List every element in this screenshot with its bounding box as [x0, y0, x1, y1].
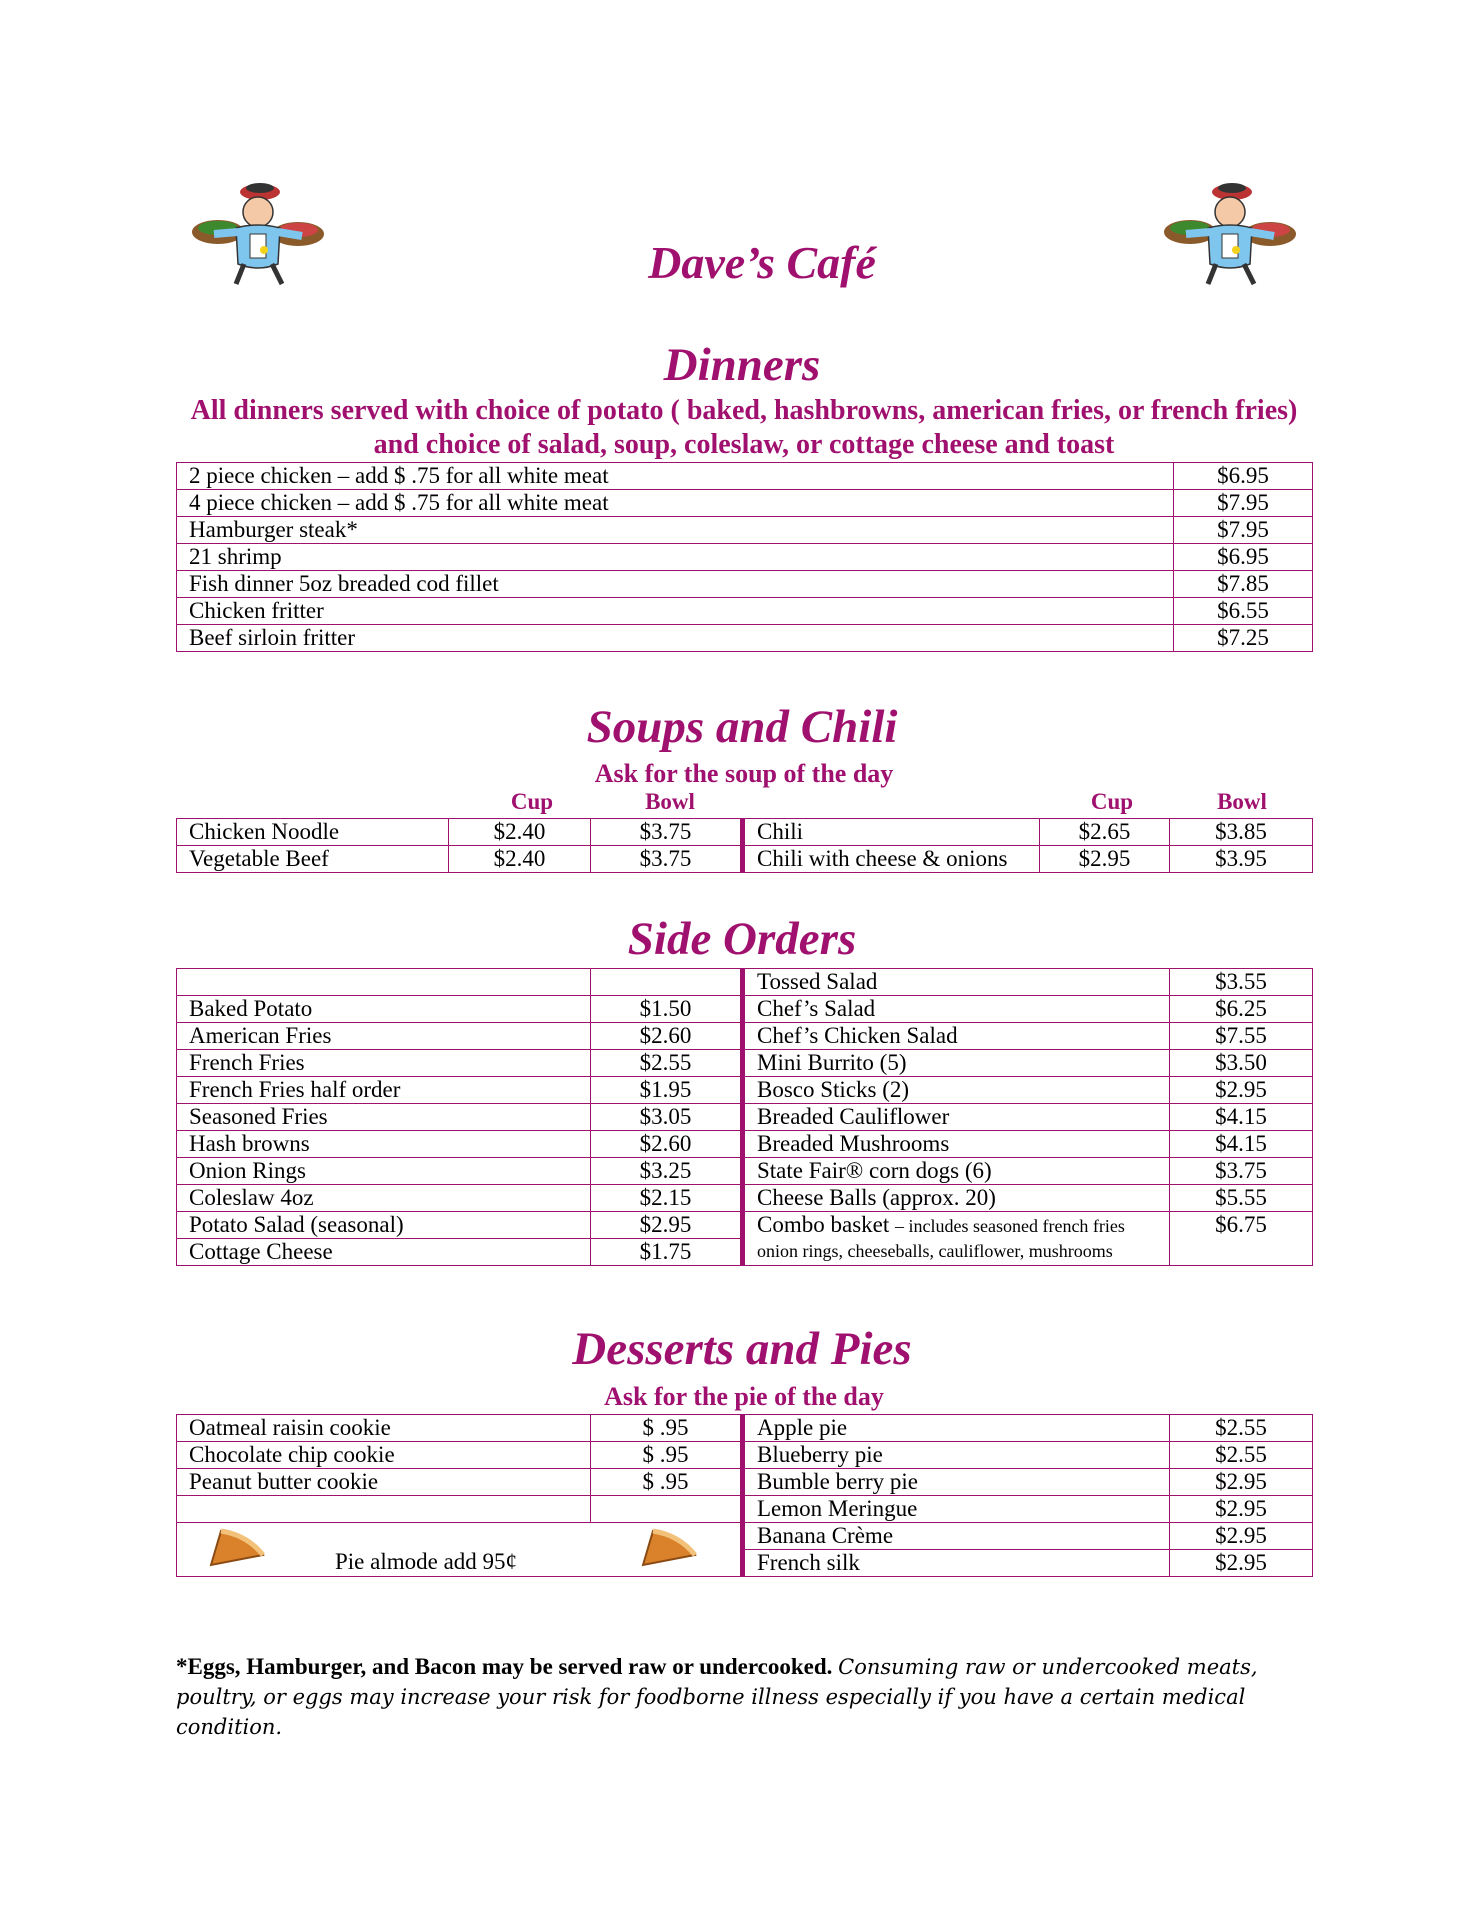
pie-price: $2.95	[1170, 1469, 1313, 1496]
table-row	[177, 1415, 1313, 1442]
side-price: $2.95	[1170, 1077, 1313, 1104]
combo-name: Combo basket	[757, 1212, 890, 1237]
side-name: Breaded Mushrooms	[743, 1131, 1170, 1158]
soup-name: Chili	[743, 819, 1040, 846]
table-row	[177, 598, 1313, 625]
side-name: French Fries half order	[177, 1077, 591, 1104]
side-price: $1.75	[591, 1239, 743, 1266]
side-name: Seasoned Fries	[177, 1104, 591, 1131]
cup-price: $2.65	[1040, 819, 1170, 846]
table-row	[177, 517, 1313, 544]
pie-price: $2.95	[1170, 1496, 1313, 1523]
pie-name: Apple pie	[743, 1415, 1170, 1442]
side-name: Onion Rings	[177, 1158, 591, 1185]
side-price: $2.55	[591, 1050, 743, 1077]
side-price: $6.25	[1170, 996, 1313, 1023]
desserts-table	[176, 1414, 1313, 1577]
bowl-price: $3.85	[1170, 819, 1313, 846]
table-row	[177, 1185, 1313, 1212]
soup-name: Vegetable Beef	[177, 846, 449, 873]
item-price: $7.95	[1174, 517, 1313, 544]
bowl-header-right: Bowl	[1217, 789, 1267, 814]
dessert-name: Oatmeal raisin cookie	[177, 1415, 591, 1442]
side-price: $2.60	[591, 1023, 743, 1050]
restaurant-name: Dave’s Café	[648, 237, 876, 288]
item-price: $7.95	[1174, 490, 1313, 517]
table-row	[177, 996, 1313, 1023]
table-row	[177, 819, 1313, 846]
side-price: $2.95	[591, 1212, 743, 1239]
side-name: French Fries	[177, 1050, 591, 1077]
table-row	[177, 1523, 1313, 1550]
cup-header-left: Cup	[510, 789, 554, 814]
pie-name: Banana Crème	[743, 1523, 1170, 1550]
item-price: $6.95	[1174, 463, 1313, 490]
table-row	[177, 1077, 1313, 1104]
notice-italic: Consuming raw or undercooked meats, poultry, or eggs may increase your risk for foodborne illness especially if you have a certain medical condition.	[176, 1655, 1258, 1739]
pie-price: $2.55	[1170, 1415, 1313, 1442]
pie-slice-icon	[207, 1525, 267, 1573]
combo-basket-cell	[743, 1212, 1170, 1266]
cup-price: $2.40	[449, 846, 591, 873]
table-row	[177, 1131, 1313, 1158]
bowl-header-left: Bowl	[645, 789, 695, 814]
notice-bold: *Eggs, Hamburger, and Bacon may be served raw or undercooked.	[176, 1654, 833, 1679]
pie-name: Lemon Meringue	[743, 1496, 1170, 1523]
side-name: Cheese Balls (approx. 20)	[743, 1185, 1170, 1212]
combo-desc-line1: – includes seasoned french fries	[895, 1216, 1125, 1236]
table-row	[177, 969, 1313, 996]
side-name: Cottage Cheese	[177, 1239, 591, 1266]
side-name: Chef’s Chicken Salad	[743, 1023, 1170, 1050]
pie-ala-mode-cell	[177, 1523, 743, 1577]
combo-price: $6.75	[1170, 1212, 1313, 1266]
cup-price: $2.40	[449, 819, 591, 846]
side-price: $1.50	[591, 996, 743, 1023]
food-safety-notice	[176, 1652, 1316, 1742]
pie-price: $2.95	[1170, 1523, 1313, 1550]
combo-desc-line2: onion rings, cheeseballs, cauliflower, mushrooms	[757, 1241, 1113, 1261]
table-row	[177, 1442, 1313, 1469]
item-name: Fish dinner 5oz breaded cod fillet	[177, 571, 1174, 598]
side-name: Tossed Salad	[743, 969, 1170, 996]
dinners-table	[176, 462, 1313, 652]
table-row	[177, 1050, 1313, 1077]
dinners-subtitle: All dinners served with choice of potato ( baked, hashbrowns, american fries, or french fries) and choice of salad, soup, coleslaw, or cottage cheese and toast	[190, 395, 1298, 460]
item-name: Chicken fritter	[177, 598, 1174, 625]
table-row	[177, 544, 1313, 571]
table-row	[177, 1469, 1313, 1496]
side-price: $2.15	[591, 1185, 743, 1212]
table-row	[177, 463, 1313, 490]
table-row	[177, 1496, 1313, 1523]
side-name: Chef’s Salad	[743, 996, 1170, 1023]
soups-heading: Soups and Chili	[586, 701, 898, 753]
side-price: $3.25	[591, 1158, 743, 1185]
dinners-heading: Dinners	[663, 339, 821, 391]
side-name: Bosco Sticks (2)	[743, 1077, 1170, 1104]
bowl-price: $3.75	[591, 846, 743, 873]
item-name: 21 shrimp	[177, 544, 1174, 571]
dessert-price: $ .95	[591, 1415, 743, 1442]
pie-name: Bumble berry pie	[743, 1469, 1170, 1496]
dessert-name: Chocolate chip cookie	[177, 1442, 591, 1469]
side-name: Breaded Cauliflower	[743, 1104, 1170, 1131]
side-price: $3.75	[1170, 1158, 1313, 1185]
side-price: $5.55	[1170, 1185, 1313, 1212]
soup-name: Chili with cheese & onions	[743, 846, 1040, 873]
pie-name: Blueberry pie	[743, 1442, 1170, 1469]
cup-header-right: Cup	[1090, 789, 1134, 814]
dessert-price: $ .95	[591, 1442, 743, 1469]
side-price: $3.05	[591, 1104, 743, 1131]
table-row	[177, 1158, 1313, 1185]
side-price: $7.55	[1170, 1023, 1313, 1050]
side-price: $1.95	[591, 1077, 743, 1104]
side-price: $4.15	[1170, 1131, 1313, 1158]
side-price: $3.50	[1170, 1050, 1313, 1077]
side-name: Hash browns	[177, 1131, 591, 1158]
pie-price: $2.95	[1170, 1550, 1313, 1577]
dessert-price	[591, 1496, 743, 1523]
soups-table	[176, 818, 1313, 873]
dessert-price: $ .95	[591, 1469, 743, 1496]
side-name: Mini Burrito (5)	[743, 1050, 1170, 1077]
table-row	[177, 846, 1313, 873]
side-name: Coleslaw 4oz	[177, 1185, 591, 1212]
table-row	[177, 571, 1313, 598]
table-row	[177, 1104, 1313, 1131]
soups-subtitle: Ask for the soup of the day	[594, 759, 894, 788]
pie-name: French silk	[743, 1550, 1170, 1577]
side-price: $2.60	[591, 1131, 743, 1158]
cup-price: $2.95	[1040, 846, 1170, 873]
pie-slice-icon	[639, 1525, 699, 1573]
item-price: $7.85	[1174, 571, 1313, 598]
table-row	[177, 1212, 1313, 1239]
pie-price: $2.55	[1170, 1442, 1313, 1469]
side-name: Potato Salad (seasonal)	[177, 1212, 591, 1239]
item-name: 2 piece chicken – add $ .75 for all white meat	[177, 463, 1174, 490]
desserts-subtitle: Ask for the pie of the day	[604, 1382, 884, 1411]
pie-ala-mode-text: Pie almode add 95¢	[335, 1549, 518, 1574]
table-row	[177, 1023, 1313, 1050]
side-name: State Fair® corn dogs (6)	[743, 1158, 1170, 1185]
item-name: Hamburger steak*	[177, 517, 1174, 544]
item-price: $6.95	[1174, 544, 1313, 571]
side-price: $4.15	[1170, 1104, 1313, 1131]
desserts-heading: Desserts and Pies	[572, 1323, 912, 1375]
item-price: $6.55	[1174, 598, 1313, 625]
side-name: American Fries	[177, 1023, 591, 1050]
bowl-price: $3.75	[591, 819, 743, 846]
side-orders-table	[176, 968, 1313, 1266]
side-name: Baked Potato	[177, 996, 591, 1023]
side-price: $3.55	[1170, 969, 1313, 996]
table-row	[177, 490, 1313, 517]
dessert-name: Peanut butter cookie	[177, 1469, 591, 1496]
side-price	[591, 969, 743, 996]
item-name: Beef sirloin fritter	[177, 625, 1174, 652]
side-orders-heading: Side Orders	[627, 913, 857, 965]
side-name	[177, 969, 591, 996]
item-price: $7.25	[1174, 625, 1313, 652]
dessert-name	[177, 1496, 591, 1523]
bowl-price: $3.95	[1170, 846, 1313, 873]
table-row	[177, 625, 1313, 652]
soup-name: Chicken Noodle	[177, 819, 449, 846]
item-name: 4 piece chicken – add $ .75 for all white meat	[177, 490, 1174, 517]
